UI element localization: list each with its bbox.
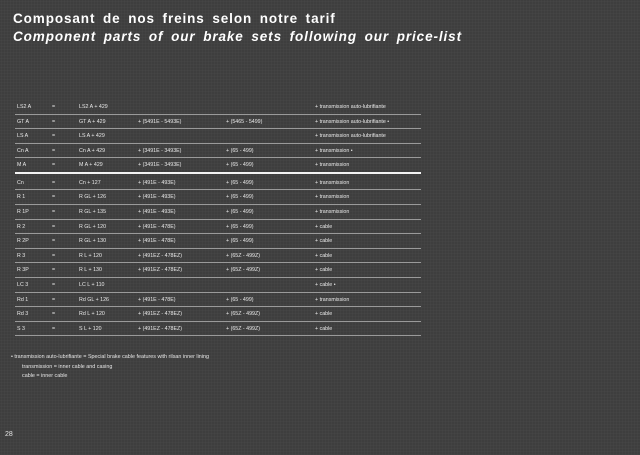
brake-code-cell: GT A — [17, 118, 29, 125]
transmission-cell: + cable — [315, 238, 333, 245]
transmission-cell: + cable — [315, 252, 333, 259]
part-range-cell: + (491EZ - 478EZ) — [138, 325, 183, 332]
part-range-cell: + (3491E - 3493E) — [138, 147, 182, 154]
brake-code-cell: LC 3 — [17, 282, 29, 289]
equals-cell: = — [52, 238, 56, 245]
table-row — [15, 115, 421, 130]
footnote-line: transmission = inner cable and casing — [22, 363, 113, 370]
transmission-cell: + transmission — [315, 194, 350, 201]
transmission-cell: + transmission auto-lubrifiante • — [315, 118, 390, 125]
part-range-cell: + (65 - 499) — [226, 209, 254, 216]
components-cell: S L + 120 — [79, 325, 102, 332]
brake-code-cell: R 3P — [17, 267, 29, 274]
components-cell: GT A + 429 — [79, 118, 106, 125]
equals-cell: = — [52, 296, 56, 303]
brake-code-cell: Cn — [17, 179, 24, 186]
part-range-cell: + (491E - 493E) — [138, 209, 176, 216]
equals-cell: = — [52, 223, 56, 230]
page-title-french: Composant de nos freins selon notre tarif — [13, 11, 336, 26]
transmission-cell: + transmission auto-lubrifiante — [315, 133, 386, 140]
components-cell: LS A + 429 — [79, 133, 105, 140]
part-range-cell: + (65 - 499) — [226, 223, 254, 230]
part-range-cell: + (65Z - 499Z) — [226, 311, 261, 318]
part-range-cell: + (491EZ - 478EZ) — [138, 252, 183, 259]
brake-code-cell: Rd 1 — [17, 296, 29, 303]
transmission-cell: + transmission • — [315, 147, 353, 154]
transmission-cell: + transmission — [315, 209, 350, 216]
transmission-cell: + transmission — [315, 179, 350, 186]
components-cell: R GL + 135 — [79, 209, 107, 216]
components-cell: Cn + 127 — [79, 179, 101, 186]
equals-cell: = — [52, 282, 56, 289]
components-cell: R L + 120 — [79, 252, 102, 259]
brake-code-cell: R 2 — [17, 223, 26, 230]
part-range-cell: + (491EZ - 478EZ) — [138, 311, 183, 318]
part-range-cell: + (65Z - 499Z) — [226, 267, 261, 274]
table-row — [15, 322, 421, 337]
components-cell: R L + 130 — [79, 267, 102, 274]
part-range-cell: + (65 - 499) — [226, 296, 254, 303]
table-row — [15, 307, 421, 322]
table-row — [15, 220, 421, 235]
part-range-cell: + (65Z - 499Z) — [226, 325, 261, 332]
equals-cell: = — [52, 162, 56, 169]
equals-cell: = — [52, 209, 56, 216]
transmission-cell: + cable — [315, 325, 333, 332]
components-cell: Rd GL + 126 — [79, 296, 109, 303]
table-row — [15, 176, 421, 191]
transmission-cell: + cable — [315, 267, 333, 274]
brake-code-cell: Rd 3 — [17, 311, 29, 318]
components-cell: LS2 A + 429 — [79, 104, 108, 110]
brake-code-cell: M A — [17, 162, 27, 169]
table-row — [15, 158, 421, 174]
transmission-cell: + cable — [315, 311, 333, 318]
part-range-cell: + (65 - 499) — [226, 194, 254, 201]
table-row — [15, 293, 421, 308]
equals-cell: = — [52, 311, 56, 318]
equals-cell: = — [52, 194, 56, 201]
table-group-standard — [15, 176, 421, 337]
equals-cell: = — [52, 267, 56, 274]
footnote-line: cable = inner cable — [22, 373, 68, 379]
part-range-cell: + (491E - 478E) — [138, 238, 176, 245]
part-range-cell: + (491E - 493E) — [138, 194, 176, 201]
transmission-cell: + transmission auto-lubrifiante — [315, 104, 386, 110]
brake-code-cell: R 1 — [17, 194, 26, 201]
brake-code-cell: LS2 A — [17, 104, 32, 110]
equals-cell: = — [52, 133, 56, 140]
components-cell: R GL + 130 — [79, 238, 107, 245]
part-range-cell: + (491EZ - 478EZ) — [138, 267, 183, 274]
components-cell: R GL + 120 — [79, 223, 107, 230]
table-row — [15, 234, 421, 249]
part-range-cell: + (65 - 499) — [226, 162, 254, 169]
components-cell: Cn A + 429 — [79, 147, 106, 154]
equals-cell: = — [52, 179, 56, 186]
brake-code-cell: R 2P — [17, 238, 29, 245]
table-row — [15, 190, 421, 205]
part-range-cell: + (491E - 478E) — [138, 223, 176, 230]
component-table — [15, 100, 421, 336]
table-row — [15, 263, 421, 278]
footnotes — [11, 353, 209, 382]
transmission-cell: + transmission — [315, 296, 350, 303]
part-range-cell: + (65 - 499) — [226, 147, 254, 154]
transmission-cell: + transmission — [315, 162, 350, 169]
brake-code-cell: Cn A — [17, 147, 29, 154]
table-row — [15, 278, 421, 293]
equals-cell: = — [52, 325, 56, 332]
components-cell: M A + 429 — [79, 162, 103, 169]
equals-cell: = — [52, 118, 56, 125]
equals-cell: = — [52, 252, 56, 259]
part-range-cell: + (5491E - 5493E) — [138, 118, 182, 125]
table-row — [15, 205, 421, 220]
table-group-assisted — [15, 100, 421, 174]
part-range-cell: + (65 - 499) — [226, 238, 254, 245]
footnote-line: • transmission auto-lubrifiante = Special brake cable features with rilsan inner lining — [11, 354, 209, 360]
table-row — [15, 249, 421, 264]
equals-cell: = — [52, 147, 56, 154]
page-title-english: Component parts of our brake sets following our price-list — [13, 29, 462, 44]
page-number: 28 — [5, 431, 13, 438]
table-row — [15, 129, 421, 144]
part-range-cell: + (5465 - 5499) — [226, 118, 263, 125]
part-range-cell: + (65 - 499) — [226, 179, 254, 186]
part-range-cell: + (491E - 478E) — [138, 296, 176, 303]
components-cell: Rd L + 120 — [79, 311, 105, 318]
brake-code-cell: LS A — [17, 133, 29, 140]
brake-code-cell: R 1P — [17, 209, 29, 216]
components-cell: R GL + 126 — [79, 194, 107, 201]
brake-code-cell: S 3 — [17, 325, 25, 332]
transmission-cell: + cable • — [315, 282, 336, 289]
brake-code-cell: R 3 — [17, 252, 26, 259]
transmission-cell: + cable — [315, 223, 333, 230]
part-range-cell: + (65Z - 499Z) — [226, 252, 261, 259]
part-range-cell: + (491E - 493E) — [138, 179, 176, 186]
components-cell: LC L + 110 — [79, 282, 105, 289]
table-row — [15, 144, 421, 159]
part-range-cell: + (3491E - 3493E) — [138, 162, 182, 169]
table-row — [15, 100, 421, 115]
equals-cell: = — [52, 104, 56, 110]
